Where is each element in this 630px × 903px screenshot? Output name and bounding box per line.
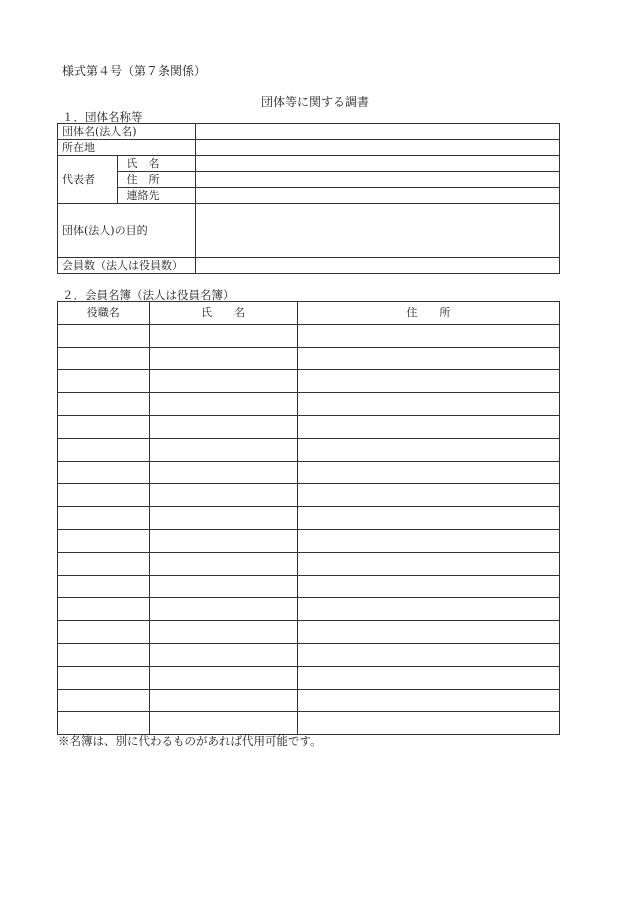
address-cell[interactable] — [297, 461, 559, 484]
address-cell[interactable] — [297, 507, 559, 530]
table-row — [58, 324, 560, 347]
representative-label: 代表者 — [58, 156, 118, 204]
position-cell[interactable] — [58, 484, 150, 507]
table-row — [58, 621, 560, 644]
rep-name-field[interactable] — [196, 156, 560, 172]
name-cell[interactable] — [149, 643, 297, 666]
table-row — [58, 370, 560, 393]
section2-heading: ２．会員名簿（法人は役員名簿） — [62, 288, 235, 302]
name-cell[interactable] — [149, 598, 297, 621]
table-row — [58, 484, 560, 507]
address-cell[interactable] — [297, 598, 559, 621]
address-cell[interactable] — [297, 712, 559, 735]
table-row — [58, 393, 560, 416]
table-row — [58, 575, 560, 598]
position-cell[interactable] — [58, 507, 150, 530]
address-cell[interactable] — [297, 484, 559, 507]
table-header-row — [58, 302, 560, 325]
name-cell[interactable] — [149, 689, 297, 712]
position-cell[interactable] — [58, 689, 150, 712]
name-cell[interactable] — [149, 461, 297, 484]
position-cell[interactable] — [58, 324, 150, 347]
name-cell[interactable] — [149, 324, 297, 347]
name-cell[interactable] — [149, 347, 297, 370]
table-row — [58, 347, 560, 370]
column-header-address: 住 所 — [297, 302, 559, 325]
address-cell[interactable] — [297, 347, 559, 370]
rep-address-label: 住 所 — [118, 172, 196, 188]
rep-contact-label: 連絡先 — [118, 188, 196, 204]
name-cell[interactable] — [149, 552, 297, 575]
table-row — [58, 204, 560, 258]
name-cell[interactable] — [149, 370, 297, 393]
footnote: ※名簿は、別に代わるものがあれば代用可能です。 — [58, 734, 322, 748]
name-cell[interactable] — [149, 621, 297, 644]
name-cell[interactable] — [149, 393, 297, 416]
rep-contact-field[interactable] — [196, 188, 560, 204]
address-cell[interactable] — [297, 393, 559, 416]
address-cell[interactable] — [297, 324, 559, 347]
address-field[interactable] — [196, 140, 560, 156]
table-row — [58, 124, 560, 140]
rep-address-field[interactable] — [196, 172, 560, 188]
address-cell[interactable] — [297, 621, 559, 644]
rep-name-label: 氏 名 — [118, 156, 196, 172]
position-cell[interactable] — [58, 461, 150, 484]
table-row — [58, 689, 560, 712]
document-title: 団体等に関する調書 — [260, 95, 369, 109]
position-cell[interactable] — [58, 393, 150, 416]
table-row — [58, 666, 560, 689]
table-row — [58, 712, 560, 735]
position-cell[interactable] — [58, 621, 150, 644]
table-row — [58, 461, 560, 484]
position-cell[interactable] — [58, 552, 150, 575]
table-row — [58, 552, 560, 575]
name-cell[interactable] — [149, 712, 297, 735]
table-row — [58, 438, 560, 461]
purpose-label: 団体(法人)の目的 — [58, 204, 196, 258]
member-roster-table — [57, 301, 560, 735]
position-cell[interactable] — [58, 370, 150, 393]
name-cell[interactable] — [149, 415, 297, 438]
position-cell[interactable] — [58, 438, 150, 461]
table-row — [58, 140, 560, 156]
address-cell[interactable] — [297, 529, 559, 552]
column-header-position: 役職名 — [58, 302, 150, 325]
address-cell[interactable] — [297, 575, 559, 598]
address-cell[interactable] — [297, 643, 559, 666]
table-row — [58, 172, 560, 188]
position-cell[interactable] — [58, 643, 150, 666]
organization-info-table — [57, 123, 560, 274]
address-cell[interactable] — [297, 552, 559, 575]
table-row — [58, 507, 560, 530]
address-cell[interactable] — [297, 666, 559, 689]
org-name-label: 団体名(法人名) — [58, 124, 196, 140]
position-cell[interactable] — [58, 347, 150, 370]
org-name-field[interactable] — [196, 124, 560, 140]
address-cell[interactable] — [297, 415, 559, 438]
address-cell[interactable] — [297, 438, 559, 461]
address-cell[interactable] — [297, 689, 559, 712]
position-cell[interactable] — [58, 529, 150, 552]
members-count-label: 会員数（法人は役員数） — [58, 258, 196, 274]
address-cell[interactable] — [297, 370, 559, 393]
position-cell[interactable] — [58, 666, 150, 689]
table-row — [58, 258, 560, 274]
table-row — [58, 156, 560, 172]
address-label: 所在地 — [58, 140, 196, 156]
purpose-field[interactable] — [196, 204, 560, 258]
table-row — [58, 529, 560, 552]
position-cell[interactable] — [58, 415, 150, 438]
section1-heading: １．団体名称等 — [62, 110, 143, 124]
table-row — [58, 643, 560, 666]
name-cell[interactable] — [149, 484, 297, 507]
name-cell[interactable] — [149, 438, 297, 461]
table-row — [58, 415, 560, 438]
position-cell[interactable] — [58, 712, 150, 735]
members-count-field[interactable] — [196, 258, 560, 274]
position-cell[interactable] — [58, 598, 150, 621]
table-row — [58, 188, 560, 204]
table-row — [58, 598, 560, 621]
name-cell[interactable] — [149, 666, 297, 689]
name-cell[interactable] — [149, 529, 297, 552]
name-cell[interactable] — [149, 507, 297, 530]
column-header-name: 氏 名 — [149, 302, 297, 325]
roster-body — [58, 324, 560, 734]
form-number: 様式第４号（第７条関係） — [62, 64, 207, 78]
position-cell[interactable] — [58, 575, 150, 598]
name-cell[interactable] — [149, 575, 297, 598]
